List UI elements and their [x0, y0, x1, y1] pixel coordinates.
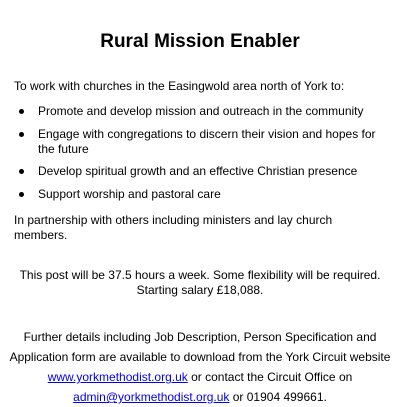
bullet-icon: [19, 169, 24, 174]
intro-text: To work with churches in the Easingwold area north of York to:: [14, 79, 345, 93]
contact-text: or contact the Circuit Office on: [187, 370, 353, 384]
list-item: [14, 127, 394, 157]
hours-text: This post will be 37.5 hours a week. Some flexibility will be required.: [19, 268, 381, 282]
bullet-icon: [19, 192, 24, 197]
list-item: [14, 164, 394, 179]
list-item: [14, 187, 394, 202]
bullet-icon: [19, 109, 24, 114]
duty-text: Engage with congregations to discern their vision and hopes for the future: [38, 127, 376, 156]
duty-text: Promote and develop mission and outreach in the community: [38, 104, 364, 118]
email-link[interactable]: admin@yorkmethodist.org.uk: [73, 390, 230, 404]
further-text: Further details including Job Description, Person Specification and Application form are available to download from the York Circuit website: [9, 330, 391, 364]
list-item: [14, 104, 394, 119]
page-title: Rural Mission Enabler: [100, 31, 300, 52]
duty-text: Support worship and pastoral care: [38, 187, 221, 201]
further-details: [4, 327, 396, 407]
salary-text: Starting salary £18,088.: [136, 283, 264, 297]
duties-list: [14, 104, 394, 210]
partnership-text: In partnership with others including ministers and lay church members.: [14, 213, 333, 242]
website-link[interactable]: www.yorkmethodist.org.uk: [47, 370, 188, 384]
phone-text: or 01904 499661.: [229, 390, 327, 404]
duty-text: Develop spiritual growth and an effective Christian presence: [38, 164, 358, 178]
bullet-icon: [19, 132, 24, 137]
post-details: [0, 268, 400, 298]
